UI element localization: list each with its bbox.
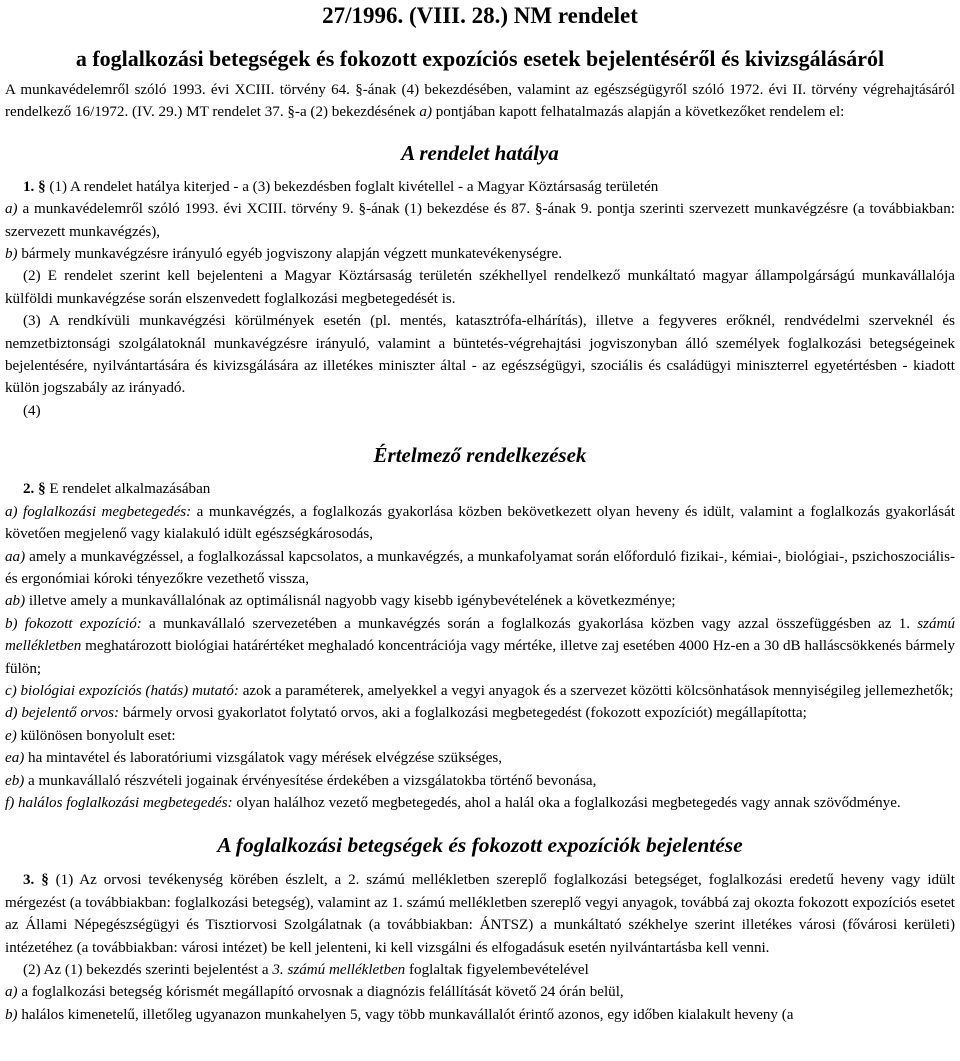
definition-e: e) különösen bonyolult eset: xyxy=(5,727,176,744)
section-3-paragraph-2: (2) Az (1) bekezdés szerinti bejelentést a 3. számú mellékletben foglaltak figyelembevételével xyxy=(23,962,589,978)
document-title: 27/1996. (VIII. 28.) NM rendelet xyxy=(322,3,638,28)
definition-aa: aa) amely a munkavégzéssel, a foglalkozással kapcsolatos, a munkavégzés, a munkafolyamat során előforduló fizikai-, kémiai-, biológiai-, pszichoszociális- és ergonómiai kóroki tényezőkre vezethető vissza, xyxy=(5,548,955,587)
section-3-point-b: b) halálos kimenetelű, illetőleg ugyanazon munkahelyen 5, vagy több munkavállalót érintő azonos, egy időben kialakult heveny (a xyxy=(5,1006,794,1023)
definition-b: b) fokozott expozíció: a munkavállaló szervezetében a munkavégzés során a foglalkozás gyakorlása közben vagy azzal összefüggésben az 1. számú mellékletben meghatározott biológiai határértéket meghaladó koncentrációja vagy mértéke, illetve zaj esetében 4000 Hz-en a 30 dB halláscsökkenés bármely fülön; xyxy=(5,615,955,677)
definition-c: c) biológiai expozíciós (hatás) mutató: azok a paraméterek, amelyekkel a vegyi anyagok és a szervezet közötti kölcsönhatások mennyiségileg jellemezhetők; xyxy=(5,682,954,699)
section-1-paragraph-1: 1. § (1) A rendelet hatálya kiterjed - a (3) bekezdésben foglalt kivétellel - a Magyar Köztársaság területén xyxy=(23,178,659,195)
section-1-paragraph-2: (2) E rendelet szerint kell bejelenteni a Magyar Köztársaság területén székhellyel rendelkező munkáltató magyar állampolgárságú munkavállalója külföldi munkavégzése során elszenvedett foglalkozási megbetegedését is. xyxy=(5,268,955,307)
definition-ea: ea) ha mintavétel és laboratóriumi vizsgálatok vagy mérések elvégzése szükséges, xyxy=(5,750,503,767)
definition-f: f) halálos foglalkozási megbetegedés: olyan halálhoz vezető megbetegedés, ahol a halál oka a foglalkozási megbetegedés vagy annak szövődménye. xyxy=(5,794,901,811)
section-number: 3. § xyxy=(23,872,49,889)
definition-eb: eb) a munkavállaló részvételi jogainak érvényesítése érdekében a vizsgálatokba történő bevonása, xyxy=(5,772,597,789)
section-1-paragraph-3: (3) A rendkívüli munkavégzési körülmények esetén (pl. mentés, katasztrófa-elhárítás), illetve a fegyveres erőknél, rendvédelmi szerveknél és nemzetbiztonsági szolgálatoknál munkavégzésre irányuló, valamint a büntetés-végrehajtási jogviszonyban álló személyek foglalkozási betegségeinek bejelentésére, nyilvántartására és kivizsgálására az illetékes miniszter által - az egészségügyi, szociális és családügyi miniszterrel egyetértésben - kiadott külön jogszabály az irányadó. xyxy=(5,313,955,397)
section-number: 1. § xyxy=(23,178,46,195)
section-1-paragraph-4: (4) xyxy=(23,402,41,419)
section-3-paragraph-1: 3. § (1) Az orvosi tevékenység körében észlelt, a 2. számú mellékletben szereplő foglalkozási betegséget, foglalkozási eredetű heveny vagy idült mérgezést (a továbbiakban: foglalkozási betegség), valamint az 1. számú mellékletben szereplő vegyi anyagok, továbbá zaj okozta fokozott expozíciós esetet az Állami Népegészségügyi és Tisztiorvosi Szolgálatnak (a továbbiakban: ÁNTSZ) a munkáltató székhelye szerint illetékes városi (fővárosi kerületi) intézetéhez (a továbbiakban: városi intézet) be kell jelenteni, ki kell vizsgálni és elfogadásuk esetén nyilvántartásba kell venni. xyxy=(5,872,955,956)
preamble-text-end: pontjában kapott felhatalmazás alapján a következőket rendelem el: xyxy=(431,104,845,121)
section-1-point-b: b) bármely munkavégzésre irányuló egyéb jogviszony alapján végzett munkatevékenységre. xyxy=(5,246,563,263)
preamble xyxy=(5,79,955,124)
definition-a: a) foglalkozási megbetegedés: a munkavégzés, a foglalkozás gyakorlása közben bekövetkezett olyan heveny és idült, valamint a foglalkozás gyakorlását követően megjelenő vagy kialakuló idült egészségkárosodás, xyxy=(5,503,955,543)
definition-d: d) bejelentő orvos: bármely orvosi gyakorlatot folytató orvos, aki a foglalkozási megbetegedést (fokozott expozíciót) megállapította; xyxy=(5,705,807,722)
preamble-text: A munkavédelemről szóló 1993. évi XCIII. törvény 64. §-ának (4) bekezdésében, valamint az egészségügyről szóló 1972. évi II. törvény végrehajtásáról rendelkező 16/1972. (IV. 29.) MT rendelet 37. §-a (2) bekezdésének xyxy=(5,82,955,121)
section-heading-definitions: Értelmező rendelkezések xyxy=(373,443,587,468)
preamble-point: a) xyxy=(419,104,432,121)
section-1-point-a: a) a munkavédelemről szóló 1993. évi XCIII. törvény 9. §-ának (1) bekezdése és 87. §-ának 9. pontja szerinti szervezett munkavégzésre (a továbbiakban: szervezett munkavégzés), xyxy=(5,201,955,240)
section-2-intro: 2. § E rendelet alkalmazásában xyxy=(23,481,211,498)
section-heading-scope: A rendelet hatálya xyxy=(401,140,559,165)
document-subtitle: a foglalkozási betegségek és fokozott expozíciós esetek bejelentéséről és kivizsgálásáról xyxy=(75,46,885,71)
section-number: 2. § xyxy=(23,481,46,498)
section-3-point-a: a) a foglalkozási betegség kórismét megállapító orvosnak a diagnózis felállítását követő 24 órán belül, xyxy=(5,984,624,1001)
definition-ab: ab) illetve amely a munkavállalónak az optimálisnál nagyobb vagy kisebb igénybevételének a következménye; xyxy=(5,593,676,610)
section-heading-reporting: A foglalkozási betegségek és fokozott expozíciók bejelentése xyxy=(217,833,743,858)
